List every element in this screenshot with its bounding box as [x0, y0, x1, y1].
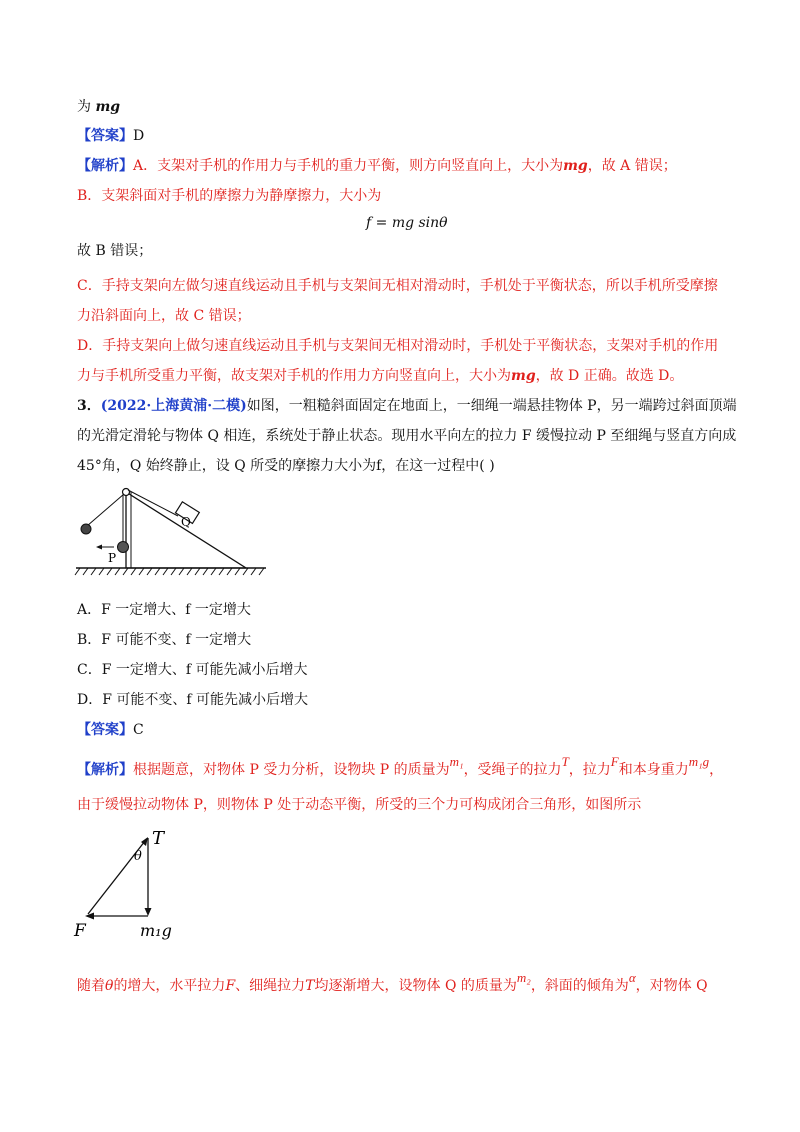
- analysis3-l3-f: ，对物体 Q: [635, 978, 708, 994]
- ball-p-label: P: [108, 551, 117, 565]
- answer-line-3: [77, 720, 144, 740]
- answer-bracket: 【答案】: [77, 128, 133, 144]
- analysis3-line-1: [77, 754, 724, 780]
- option-c-text: F 一定增大、f 可能先减小后增大: [101, 662, 308, 678]
- option-a-letter: A．: [77, 602, 102, 618]
- answer-letter: D: [133, 128, 145, 144]
- analysis-line-b: [77, 186, 381, 206]
- analysis3-l3-c: 、细绳拉力: [235, 978, 306, 994]
- ground-hatching: [75, 568, 264, 575]
- analysis3-line-3: [77, 970, 708, 996]
- analysis3-line-2: 由于缓慢拉动物体 P，则物体 P 处于动态平衡，所受的三个力可构成闭合三角形，如图所示: [77, 797, 642, 813]
- analysis-b-text: B．支架斜面对手机的摩擦力为静摩擦力，大小为: [77, 188, 382, 204]
- analysis-line-c1: C．手持支架向左做匀速直线运动且手机与支架间无相对滑动时，手机处于平衡状态，所以手机所受摩擦: [77, 278, 718, 294]
- ball-p-icon: [118, 542, 129, 553]
- theta-symbol: θ: [105, 978, 114, 994]
- option-d[interactable]: [77, 690, 308, 710]
- theta-label: θ: [134, 849, 142, 864]
- analysis-line-d2: [77, 366, 683, 386]
- question-number: 3．: [77, 398, 101, 414]
- option-a-text: F 一定增大、f 一定增大: [101, 602, 251, 618]
- analysis3-text-e: ，: [709, 762, 724, 778]
- question-source: (2022·上海黄浦·二模): [100, 398, 247, 414]
- answer-letter: C: [133, 722, 144, 738]
- rope-to-q: [128, 490, 178, 516]
- f-label: F: [74, 921, 86, 941]
- question-line-1: [77, 396, 737, 416]
- analysis3-text-c: ，拉力: [568, 762, 611, 778]
- left-rope: [87, 494, 124, 526]
- left-ball-icon: [81, 524, 91, 534]
- option-c-letter: C．: [77, 662, 102, 678]
- analysis-b-end: 故 B 错误；: [77, 243, 153, 259]
- option-b[interactable]: [77, 630, 251, 650]
- option-d-text: F 可能不变、f 可能先减小后增大: [102, 692, 309, 708]
- continued-text: [77, 97, 120, 117]
- analysis-d2-end: ，故 D 正确。故选 D。: [535, 368, 684, 384]
- m1g-label: m₁g: [140, 921, 172, 940]
- f-arrow-icon: [85, 913, 94, 920]
- analysis-line-c2: 力沿斜面向上，故 C 错误；: [77, 308, 251, 324]
- question-line-3: 45°角，Q 始终静止，设 Q 所受的摩擦力大小为f，在这一过程中( ): [77, 458, 495, 474]
- analysis3-text-a: 根据题意，对物体 P 受力分析，设物块 P 的质量为: [133, 762, 450, 778]
- question-line-2: 的光滑定滑轮与物体 Q 相连，系统处于静止状态。现用水平向左的拉力 F 缓慢拉动 P 至细绳与竖直方向成: [77, 428, 737, 444]
- incline-pulley-figure: [70, 486, 270, 578]
- continued-text-prefix: 为: [77, 99, 91, 115]
- analysis-bracket: 【解析】: [77, 158, 133, 174]
- analysis3-l3-b: 的增大，水平拉力: [113, 978, 226, 994]
- m1-symbol: m₁: [449, 754, 464, 769]
- block-q-label: Q: [181, 515, 191, 529]
- analysis-d2-text: 力与手机所受重力平衡，故支架对手机的作用力方向竖直向上，大小为: [77, 368, 511, 384]
- analysis-a-text: A．支架对手机的作用力与手机的重力平衡，则方向竖直向上，大小为: [133, 158, 564, 174]
- f-symbol: F: [610, 754, 619, 769]
- mg-symbol: mg: [511, 368, 536, 384]
- analysis3-l3-e: ，斜面的倾角为: [530, 978, 629, 994]
- t-symbol: T: [561, 754, 569, 769]
- analysis3-l3-a: 随着: [77, 978, 105, 994]
- t-label: T: [152, 828, 165, 849]
- answer-line: [77, 126, 144, 146]
- option-b-text: F 可能不变、f 一定增大: [101, 632, 252, 648]
- option-d-letter: D．: [77, 692, 103, 708]
- pull-arrow-icon: [96, 545, 102, 550]
- force-triangle-figure: [70, 828, 210, 944]
- t-symbol: T: [305, 978, 315, 994]
- mg-symbol: mg: [95, 99, 121, 115]
- analysis-line-d1: D．手持支架向上做匀速直线运动且手机与支架间无相对滑动时，手机处于平衡状态，支架对手机的作用: [77, 338, 719, 354]
- m1g-symbol: m₁g: [688, 754, 710, 769]
- mg-arrow-icon: [145, 908, 152, 916]
- friction-formula: f = mg sinθ: [366, 215, 448, 231]
- analysis3-text-b: ，受绳子的拉力: [463, 762, 562, 778]
- analysis-line-a: [77, 156, 677, 176]
- option-c[interactable]: [77, 660, 308, 680]
- m2-symbol: m₂: [516, 970, 531, 985]
- analysis-a-end: ，故 A 错误；: [587, 158, 677, 174]
- answer-bracket: 【答案】: [77, 722, 133, 738]
- option-b-letter: B．: [77, 632, 102, 648]
- analysis-bracket: 【解析】: [77, 762, 133, 778]
- mg-symbol: mg: [563, 158, 588, 174]
- analysis3-l3-d: 均逐渐增大，设物体 Q 的质量为: [314, 978, 517, 994]
- option-a[interactable]: [77, 600, 251, 620]
- f-symbol: F: [225, 978, 236, 994]
- analysis3-text-d: 和本身重力: [618, 762, 689, 778]
- question-text-1: 如图，一粗糙斜面固定在地面上，一细绳一端悬挂物体 P，另一端跨过斜面顶端: [246, 398, 737, 414]
- alpha-symbol: α: [628, 970, 636, 985]
